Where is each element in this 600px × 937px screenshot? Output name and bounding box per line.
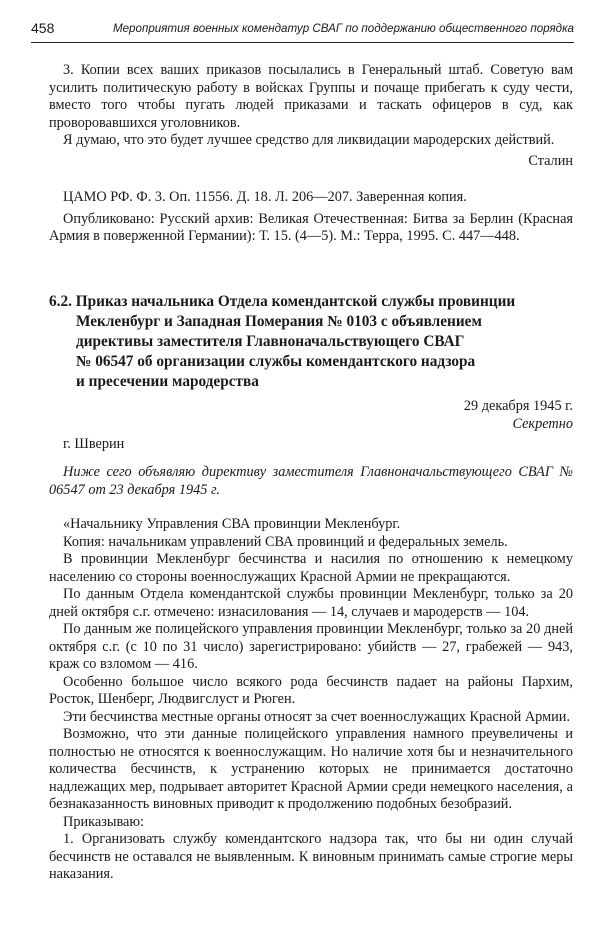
page-number: 458 — [31, 20, 55, 36]
paragraph: Эти бесчинства местные органы относят за счет военнослужащих Красной Армии. — [63, 708, 571, 725]
running-title: Мероприятия военных комендатур СВАГ по поддержанию общественного порядка — [112, 22, 574, 35]
paragraph: В провинции Мекленбург бесчинства и насилия по отношению к немецкому населению со стороны военнослужащих Красной Армии не прекращаются. — [49, 551, 573, 585]
archive-reference: ЦАМО РФ. Ф. 3. Оп. 11556. Д. 18. Л. 206—207. Заверенная копия. — [63, 189, 467, 205]
paragraph: Особенно большое число всякого рода бесчинств падает на районы Пархим, Росток, Шенберг, Людвигслуст и Рюген. — [49, 673, 573, 707]
publication-reference: Опубликовано: Русский архив: Великая Отечественная: Битва за Берлин (Красная Армия в поверженной Германии): Т. 15. (4—5). М.: Терра, 1995. С. 447—448. — [49, 210, 573, 244]
page-header — [31, 18, 574, 43]
paragraph: 3. Копии всех ваших приказов посылались в Генеральный штаб. Советую вам усилить политическую работу в войсках Группы и почаще прибегать к суду чести, вместо того чтобы пугать людей приказами и таскать офицеров в суд, как проворовавшихся уголовников. — [49, 62, 573, 131]
paragraph: Приказываю: — [63, 813, 145, 830]
section-title-line: № 06547 об организации службы комендантского надзора — [76, 353, 476, 370]
signature: Сталин — [528, 152, 573, 169]
addressee: «Начальнику Управления СВА провинции Мекленбург. — [63, 516, 401, 532]
classification: Секретно — [512, 415, 573, 432]
place: г. Шверин — [63, 436, 125, 452]
directive-text — [49, 516, 573, 884]
section-number: 6.2. — [49, 293, 72, 310]
closing-text — [49, 62, 573, 170]
document-date: 29 декабря 1945 г. — [463, 398, 573, 414]
paragraph: По данным же полицейского управления провинции Мекленбург, только за 20 дней октября с.г. (с 10 по 31 число) зарегистрировано: убийств — 27, грабежей — 943, краж со взломом — 416. — [49, 621, 573, 672]
section-heading — [49, 292, 573, 392]
paragraph: Я думаю, что это будет лучшее средство для ликвидации мародерских действий. — [63, 132, 555, 148]
intro-paragraph: Ниже сего объявляю директиву заместителя Главноначальствующего СВАГ № 06547 от 23 декабря 1945 г. — [49, 464, 573, 498]
intro — [49, 464, 573, 499]
paragraph: Возможно, что эти данные полицейского управления намного преувеличены и полностью не относятся к военнослужащим. Но наличие хотя бы и незначительного количества бесчинств, к устранению которых не принимается достаточно надлежащих мер, подрывает авторитет Красной Армии среди немецкого населения, а безнаказанность виновных приводит к продолжению подобных безобразий. — [49, 726, 573, 812]
copy-line: Копия: начальникам управлений СВА провинций и федеральных земель. — [63, 533, 508, 550]
paragraph: 1. Организовать службу комендантского надзора так, что бы ни один случай бесчинств не оставался не выявленным. К виновным принимать самые строгие меры наказания. — [49, 831, 573, 882]
document-meta — [49, 398, 573, 454]
sources — [49, 189, 573, 246]
paragraph: По данным Отдела комендантской службы провинции Мекленбург, только за 20 дней октября с.г. отмечено: изнасилования — 14, случаев и мародерств — 104. — [49, 586, 573, 620]
section-title-line: и пресечении мародерства — [76, 373, 259, 390]
section-title-line: директивы заместителя Главноначальствующего СВАГ — [76, 333, 465, 350]
section-title-line: Мекленбург и Западная Померания № 0103 с объявлением — [76, 313, 482, 330]
section-title-line: Приказ начальника Отдела комендантской службы провинции — [75, 293, 516, 310]
